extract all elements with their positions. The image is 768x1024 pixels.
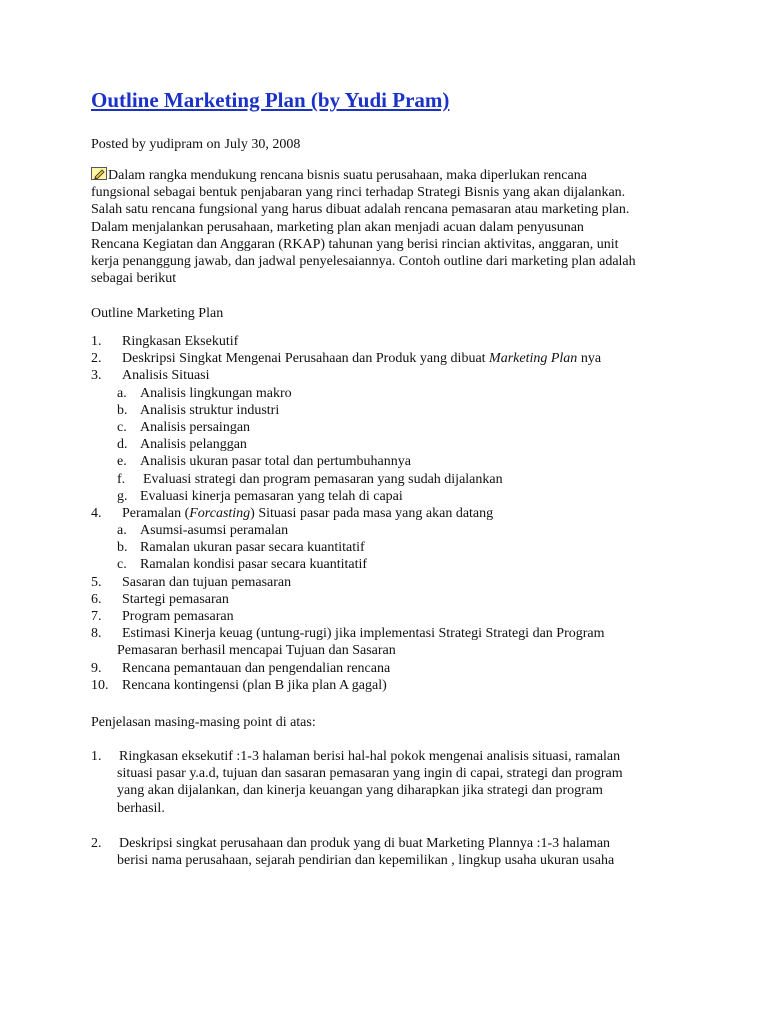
- sub-list-item: d. Analisis pelanggan: [117, 437, 247, 453]
- list-item: 9. Rencana pemantauan dan pengendalian rencana: [91, 660, 391, 676]
- list-item: 6. Startegi pemasaran: [91, 591, 229, 607]
- intro-line: sebagai berikut: [91, 271, 177, 287]
- intro-line: Salah satu rencana fungsional yang harus dibuat adalah rencana pemasaran atau marketing plan.: [91, 202, 630, 218]
- sub-list-item: b. Analisis struktur industri: [117, 402, 280, 418]
- list-item: 1. Ringkasan Eksekutif: [91, 334, 239, 349]
- intro-line: fungsional sebagai bentuk penjabaran yang rinci terhadap Strategi Bisnis yang akan dijalankan.: [91, 185, 626, 201]
- intro-line: Dalam rangka mendukung rencana bisnis suatu perusahaan, maka diperlukan rencana: [91, 167, 693, 184]
- sub-list-item: c. Ramalan kondisi pasar secara kuantitatif: [117, 557, 368, 573]
- sub-list-item: a. Asumsi-asumsi peramalan: [117, 523, 289, 539]
- explanation-heading: Penjelasan masing-masing point di atas:: [91, 715, 316, 730]
- sub-list-item: e. Analisis ukuran pasar total dan pertumbuhannya: [117, 454, 411, 470]
- list-item: 7. Program pemasaran: [91, 609, 234, 624]
- sub-list-item: b. Ramalan ukuran pasar secara kuantitatif: [117, 540, 365, 556]
- outline-heading: Outline Marketing Plan: [91, 306, 224, 321]
- intro-line: Rencana Kegiatan dan Anggaran (RKAP) tahunan yang berisi rincian aktivitas, anggaran, unit: [91, 236, 619, 252]
- list-item: 2. Deskripsi Singkat Mengenai Perusahaan dan Produk yang dibuat Marketing Plan nya: [91, 351, 602, 367]
- explanation-item: 1. Ringkasan eksekutif :1-3 halaman berisi hal-hal pokok mengenai analisis situasi, ramalan situasi pasar y.a.d, tujuan dan sasaran pemasaran yang ingin di capai, strategi dan program yang akan dijalankan, dan kinerja keuangan yang diharapkan jika strategi dan program berhasil.: [91, 749, 623, 816]
- list-item: 8. Estimasi Kinerja keuag (untung-rugi) jika implementasi Strategi Strategi dan Program: [91, 626, 605, 642]
- posted-date: July 30, 2008: [224, 137, 301, 152]
- intro-line: Dalam menjalankan perusahaan, marketing plan akan menjadi acuan dalam penyusunan: [91, 219, 584, 235]
- edit-pencil-icon[interactable]: [91, 167, 107, 180]
- list-item: 3. Analisis Situasi: [91, 368, 210, 384]
- list-item-continuation: Pemasaran berhasil mencapai Tujuan dan Sasaran: [117, 643, 396, 659]
- sub-list-item: f. Evaluasi strategi dan program pemasaran yang sudah dijalankan: [117, 471, 503, 487]
- sub-list-item: c. Analisis persaingan: [117, 419, 251, 435]
- post-title-link[interactable]: Outline Marketing Plan (by Yudi Pram): [91, 88, 450, 112]
- list-item: 10. Rencana kontingensi (plan B jika plan A gagal): [91, 677, 387, 693]
- list-item: 4. Peramalan (Forcasting) Situasi pasar pada masa yang akan datang: [91, 505, 494, 521]
- outline-list: [91, 333, 711, 694]
- post-meta: [91, 136, 300, 153]
- explanation-item: 2. Deskripsi singkat perusahaan dan produk yang di buat Marketing Plannya :1-3 halaman berisi nama perusahaan, sejarah pendirian dan kepemilikan , lingkup usaha ukuran usaha: [91, 836, 615, 869]
- sub-list-item: g. Evaluasi kinerja pemasaran yang telah di capai: [117, 488, 403, 504]
- list-item: 5. Sasaran dan tujuan pemasaran: [91, 574, 292, 590]
- intro-line: kerja penanggung jawab, dan jadwal penyelesaiannya. Contoh outline dari marketing plan adalah: [91, 254, 636, 270]
- posted-by: Posted by yudipram on: [91, 137, 221, 152]
- intro-paragraph: [91, 167, 693, 287]
- sub-list-item: a. Analisis lingkungan makro: [117, 385, 292, 401]
